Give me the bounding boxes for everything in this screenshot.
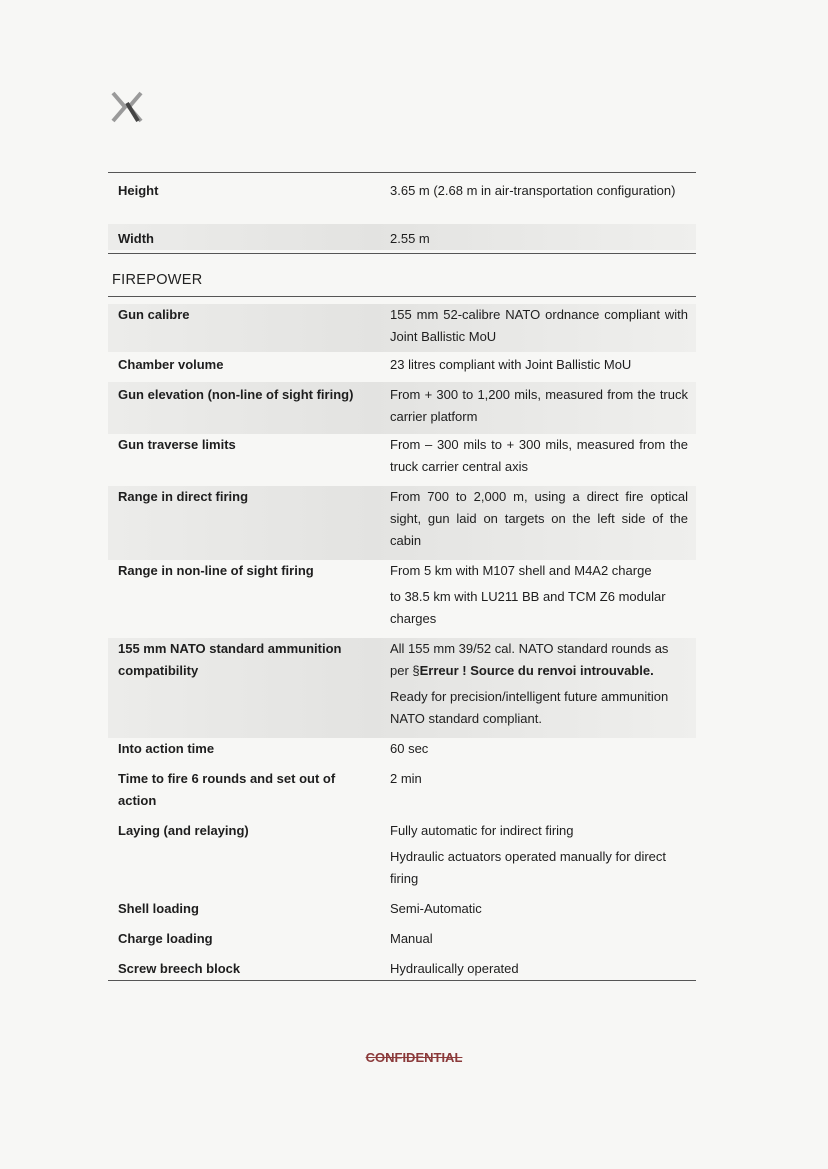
row-value: 60 sec (390, 741, 429, 756)
row-label: Charge loading (118, 931, 213, 946)
row-value: Manual (390, 931, 433, 946)
table-row (108, 738, 696, 768)
row-value: From 700 to 2,000 m, using a direct fire optical sight, gun laid on targets on the left side of the cabin (390, 489, 688, 548)
table-row (108, 768, 696, 820)
top-rule (108, 172, 696, 173)
row-label: Laying (and relaying) (118, 823, 249, 838)
row-value: Fully automatic for indirect firing Hydraulic actuators operated manually for direct firing (390, 823, 667, 886)
row-label: Range in direct firing (118, 489, 249, 504)
row-label: Range in non-line of sight firing (118, 563, 314, 578)
table-row (108, 486, 696, 560)
row-label: Height (118, 183, 159, 198)
table-row (108, 382, 696, 434)
bottom-rule (108, 980, 696, 981)
row-value: From – 300 mils to + 300 mils, measured from the truck carrier central axis (390, 437, 688, 474)
row-label: Shell loading (118, 901, 199, 916)
row-label: 155 mm NATO standard ammunition compatibility (118, 641, 342, 678)
table-row (108, 224, 696, 250)
firepower-table (108, 304, 696, 982)
dimensions-table (108, 180, 696, 250)
table-row (108, 352, 696, 382)
row-label: Into action time (118, 741, 215, 756)
row-value: Hydraulically operated (390, 961, 519, 976)
x-mark-logo-icon (110, 90, 144, 124)
row-label: Gun traverse limits (118, 437, 236, 452)
row-value: From + 300 to 1,200 mils, measured from the truck carrier platform (390, 387, 688, 424)
section-rule (108, 253, 696, 254)
row-label: Chamber volume (118, 357, 224, 372)
broken-reference: Erreur ! Source du renvoi introuvable. (419, 663, 654, 678)
row-label: Gun elevation (non-line of sight firing) (118, 387, 354, 402)
row-value: All 155 mm 39/52 cal. NATO standard rounds as per §Erreur ! Source du renvoi introuvable. Ready for precision/intelligent future ammunition NATO standard compliant. (390, 641, 669, 726)
row-label: Gun calibre (118, 307, 190, 322)
row-value: 2 min (390, 771, 422, 786)
table-row (108, 434, 696, 486)
table-row (108, 928, 696, 958)
row-value: Semi-Automatic (390, 901, 482, 916)
row-label: Time to fire 6 rounds and set out of action (118, 771, 336, 808)
row-label: Width (118, 231, 154, 246)
table-row (108, 638, 696, 738)
section-rule (108, 296, 696, 297)
row-value: 155 mm 52-calibre NATO ordnance compliant with Joint Ballistic MoU (390, 307, 688, 344)
row-value: 23 litres compliant with Joint Ballistic MoU (390, 357, 632, 372)
table-row (108, 304, 696, 352)
table-row (108, 180, 696, 224)
confidential-footer: CONFIDENTIAL (365, 1050, 463, 1065)
table-row (108, 898, 696, 928)
row-value: From 5 km with M107 shell and M4A2 charge to 38.5 km with LU211 BB and TCM Z6 modular charges (390, 563, 666, 626)
table-row (108, 820, 696, 898)
table-row (108, 958, 696, 982)
table-row (108, 560, 696, 638)
row-value: 3.65 m (2.68 m in air-transportation configuration) (390, 183, 676, 198)
section-title: FIREPOWER (112, 272, 203, 288)
row-label: Screw breech block (118, 961, 241, 976)
row-value: 2.55 m (390, 231, 430, 246)
